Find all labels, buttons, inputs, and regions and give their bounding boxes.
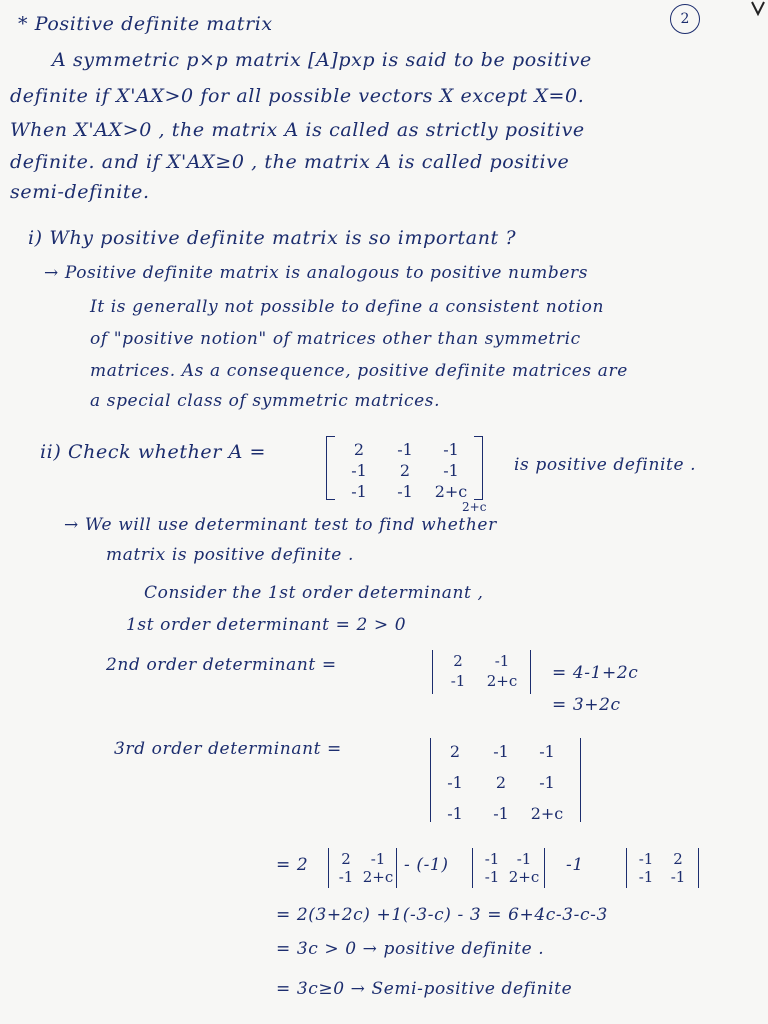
matrix-cell: -1 [397, 482, 413, 501]
section2-line: matrix is positive definite . [106, 545, 354, 565]
section1-line: → Positive definite matrix is analogous to positive numbers [44, 263, 589, 283]
matrix-cell: -1 [638, 868, 654, 886]
matrix-cell: -1 [493, 804, 509, 823]
expansion-minor-3 [630, 850, 694, 886]
matrix-cell: 2 [449, 742, 461, 761]
matrix-cell: -1 [670, 868, 686, 886]
det-bar-right [698, 848, 699, 888]
definition-line: definite. and if X'AX≥0 , the matrix A is called positive [10, 151, 570, 173]
section2-line: → We will use determinant test to find whether [64, 515, 497, 535]
section2-line: Consider the 1st order determinant , [144, 583, 484, 603]
matrix-cell: 2+c [530, 804, 564, 823]
det-bar-left [432, 650, 433, 694]
matrix-cell: -1 [397, 440, 413, 459]
matrix-cell: 2 [341, 850, 351, 868]
matrix-cell: -1 [450, 672, 466, 690]
det-bar-right [580, 738, 581, 822]
definition-line: semi-definite. [10, 181, 150, 203]
second-order-result: = 3+2c [552, 695, 621, 715]
expansion-prefix: = 2 [276, 855, 309, 875]
matrix-bracket-left [326, 436, 335, 500]
matrix-cell: 2+c [362, 868, 394, 886]
section1-line: of "positive notion" of matrices other than symmetric [90, 329, 581, 349]
matrix-cell: -1 [447, 773, 463, 792]
matrix-correction: 2+c [462, 500, 487, 514]
matrix-cell: -1 [443, 440, 459, 459]
expansion-mid-2: -1 [566, 855, 584, 875]
matrix-cell: -1 [447, 804, 463, 823]
section2-question: ii) Check whether A = [40, 441, 267, 463]
section1-line: a special class of symmetric matrices. [90, 391, 441, 411]
matrix-cell: -1 [493, 742, 509, 761]
third-order-matrix [432, 742, 570, 823]
first-order-determinant: 1st order determinant = 2 > 0 [126, 615, 407, 635]
section1-line: matrices. As a consequence, positive definite matrices are [90, 361, 628, 381]
det-bar-left [626, 848, 627, 888]
section2-question-tail: is positive definite . [514, 455, 697, 475]
matrix-cell: -1 [370, 850, 386, 868]
det-bar-right [544, 848, 545, 888]
second-order-matrix [436, 652, 524, 690]
matrix-cell: 2 [453, 652, 463, 670]
expansion-step: = 3c≥0 → Semi-positive definite [276, 979, 573, 999]
expansion-mid: - (-1) [404, 855, 449, 875]
det-bar-left [328, 848, 329, 888]
matrix-cell: 2 [353, 440, 365, 459]
matrix-cell: 2 [399, 461, 411, 480]
matrix-cell: -1 [638, 850, 654, 868]
expansion-minor-1 [330, 850, 394, 886]
matrix-cell: 2 [673, 850, 683, 868]
third-order-label: 3rd order determinant = [114, 739, 342, 759]
det-bar-left [430, 738, 431, 822]
matrix-cell: -1 [494, 652, 510, 670]
page-number: 2 [670, 4, 700, 34]
definition-line: When X'AX>0 , the matrix A is called as strictly positive [10, 119, 585, 141]
matrix-cell: -1 [539, 773, 555, 792]
det-bar-left [472, 848, 473, 888]
expansion-step: = 2(3+2c) +1(-3-c) - 3 = 6+4c-3-c-3 [276, 905, 608, 925]
second-order-result: = 4-1+2c [552, 663, 639, 683]
corner-mark-icon [748, 0, 768, 20]
matrix-cell: 2 [495, 773, 507, 792]
matrix-cell: -1 [516, 850, 532, 868]
det-bar-right [530, 650, 531, 694]
definition-line: definite if X'AX>0 for all possible vectors X except X=0. [10, 85, 585, 107]
definition-line: A symmetric p×p matrix [A]pxp is said to be positive [52, 49, 592, 71]
matrix-cell: -1 [539, 742, 555, 761]
matrix-a [336, 440, 474, 501]
expansion-minor-2 [476, 850, 540, 886]
det-bar-right [396, 848, 397, 888]
matrix-bracket-right [474, 436, 483, 500]
matrix-cell: -1 [484, 868, 500, 886]
section1-line: It is generally not possible to define a consistent notion [90, 297, 605, 317]
section1-question: i) Why positive definite matrix is so important ? [28, 227, 517, 249]
heading-title: * Positive definite matrix [18, 13, 273, 35]
matrix-cell: 2+c [486, 672, 518, 690]
matrix-cell: 2+c [508, 868, 540, 886]
matrix-cell: -1 [351, 482, 367, 501]
matrix-cell: -1 [443, 461, 459, 480]
matrix-cell: -1 [338, 868, 354, 886]
expansion-step: = 3c > 0 → positive definite . [276, 939, 545, 959]
matrix-cell: -1 [484, 850, 500, 868]
matrix-cell: -1 [351, 461, 367, 480]
matrix-cell: 2+c [434, 482, 468, 501]
second-order-label: 2nd order determinant = [106, 655, 337, 675]
